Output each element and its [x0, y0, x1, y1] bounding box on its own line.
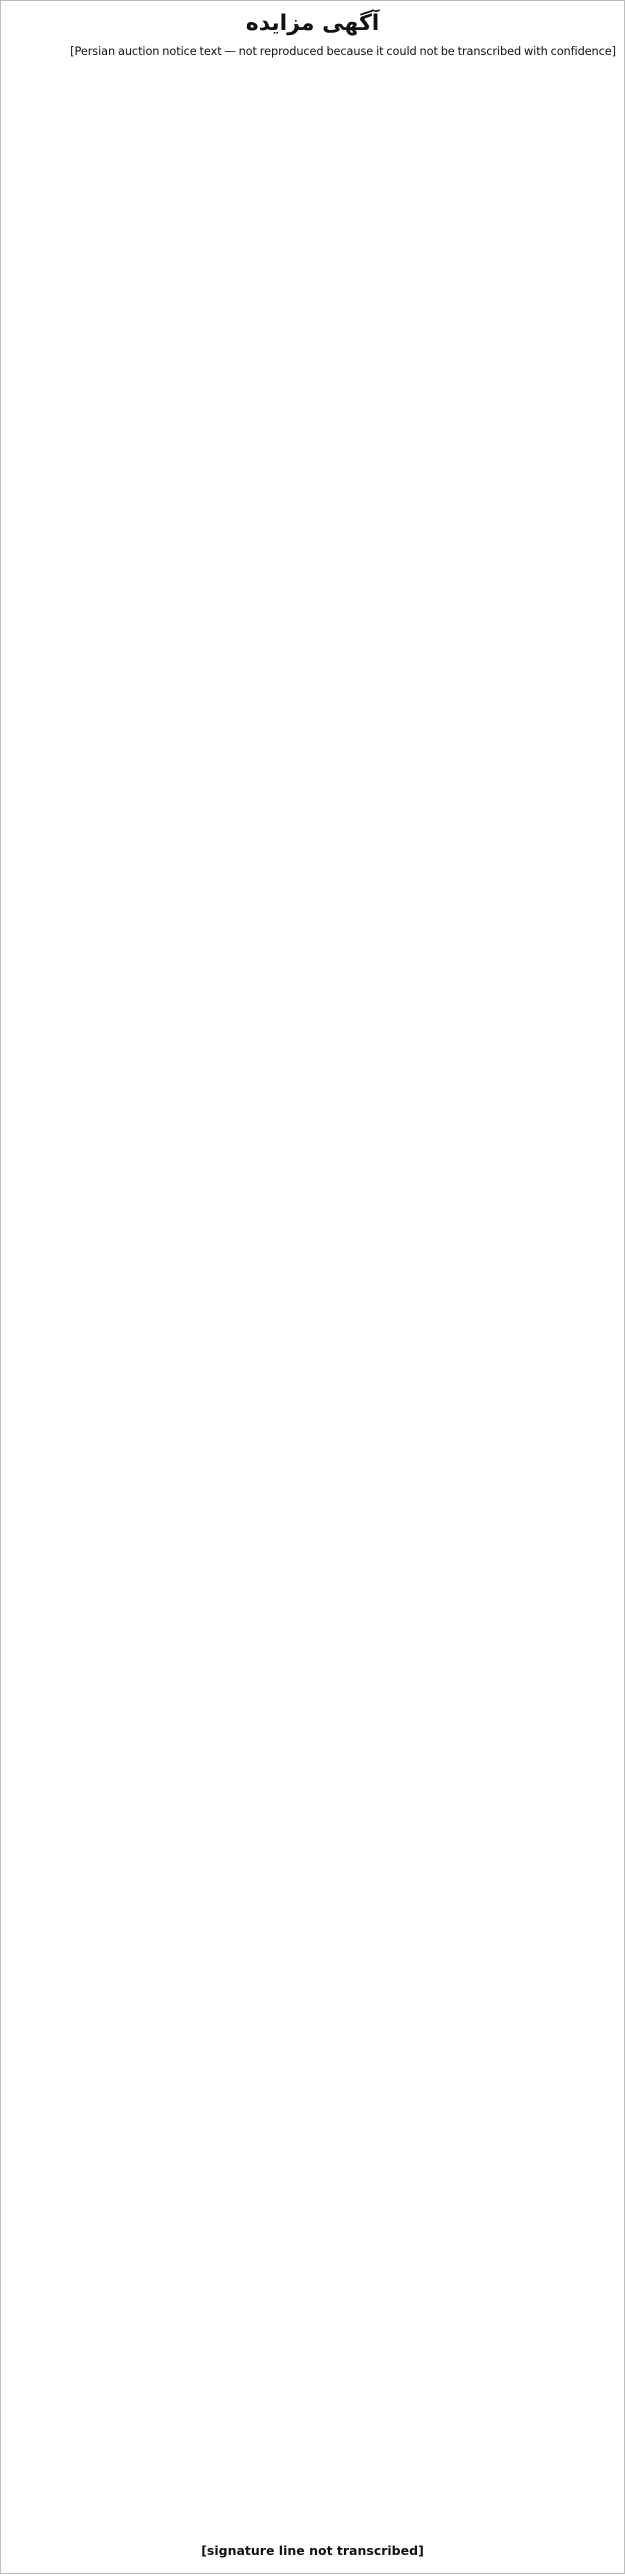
notice-body [9, 43, 616, 2513]
notice-signature: [signature line not transcribed] [201, 2543, 424, 2558]
notice-paragraph: [Persian auction notice text — not reproduced because it could not be transcribed with confidence] [70, 44, 616, 58]
notice-title: آگهی مزایده [245, 11, 380, 36]
